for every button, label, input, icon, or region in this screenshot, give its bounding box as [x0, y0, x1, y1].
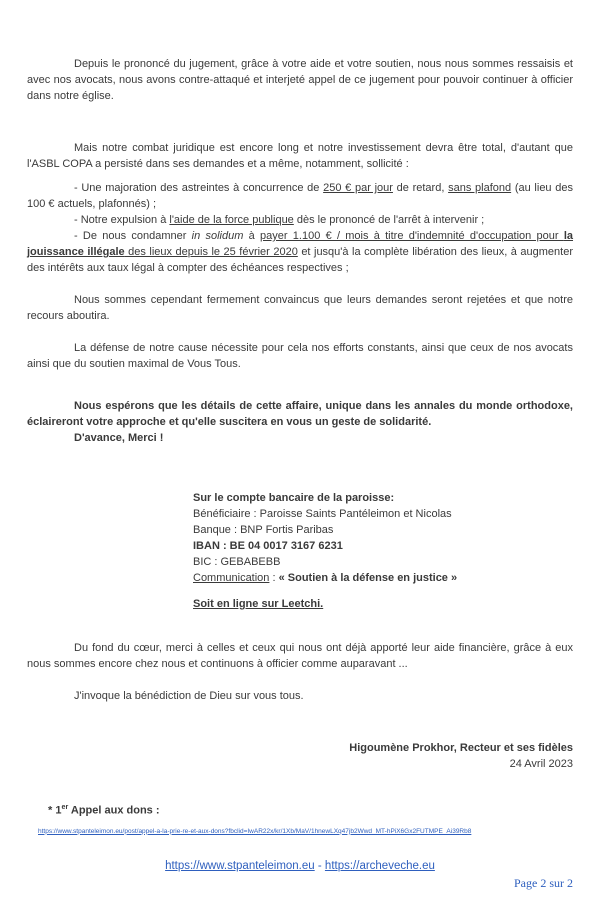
text-run: - De nous condamner [74, 230, 192, 242]
para-defense: La défense de notre cause nécessite pour cela nos efforts constants, ainsi que ceux de nos avocats ainsi que du soutien maximal de Vous Tous. [27, 342, 573, 370]
text-run: de retard, [392, 182, 449, 194]
para-opening [27, 56, 573, 104]
text-run: la jouissance illégale [27, 230, 574, 258]
text-run: : [269, 572, 279, 584]
text-run: l'aide de la force publique [169, 214, 294, 226]
bank-communication [193, 570, 573, 586]
bullet-condamner [27, 228, 573, 276]
para-combat [27, 140, 573, 172]
para-invoque: J'invoque la bénédiction de Dieu sur vous tous. [74, 690, 304, 702]
text-run: « Soutien à la défense en justice » [278, 572, 458, 584]
text-run: dès le prononcé de l'arrêt à intervenir ; [293, 214, 485, 226]
bank-banque: Banque : BNP Fortis Paribas [193, 524, 334, 536]
footnote [38, 800, 573, 837]
text-run: Mais notre combat juridique est encore long et notre investissement devra être total, d'autant que l'ASBL COPA a persisté dans ses demandes et a même, notamment, sollicité : [27, 142, 573, 170]
text-run: - Une majoration des astreintes à concurrence de [74, 182, 324, 194]
date: 24 Avril 2023 [509, 758, 573, 770]
link[interactable]: https://archeveche.eu [324, 860, 435, 872]
text-run: Communication [193, 572, 270, 584]
para-coeur: Du fond du cœur, merci à celles et ceux qui nous ont déjà apporté leur aide financière, grâce à eux nous sommes encore chez nous et continuons à officier comme auparavant ... [27, 642, 573, 670]
text-run: Depuis le prononcé du jugement, grâce à votre aide et votre soutien, nous nous sommes ressaisis et avec nos avocats, nous avons contre-attaqué et interjeté appel de ce jugement pour pouvoir continuer à officier dans notre église. [27, 58, 573, 102]
bank-beneficiaire: Bénéficiaire : Paroisse Saints Pantéleimon et Nicolas [193, 508, 452, 520]
footnote-url-link[interactable]: https://www.stpanteleimon.eu/post/appel-a-la-prie-re-et-aux-dons?fbclid=IwAR22x/kr/1Xb/MaV/1hnewLXq47jb2Wwd_MT-hPiX6Gx2FUTMPE_Ai39Rb8 [38, 827, 472, 835]
text-run: - [314, 860, 325, 872]
text-run: * 1 [48, 804, 62, 817]
letter-body [27, 56, 573, 772]
leetchi-link[interactable]: Soit en ligne sur Leetchi. [193, 598, 324, 610]
text-run: payer 1.100 € / mois à titre d'indemnité d'occupation pour [260, 230, 564, 242]
footnote-label [48, 800, 573, 818]
bank-heading: Sur le compte bancaire de la paroisse: [193, 492, 395, 504]
text-run: sans plafond [448, 182, 512, 194]
text-run: - Notre expulsion à [74, 214, 170, 226]
bank-iban: IBAN : BE 04 0017 3167 6231 [193, 540, 343, 552]
text-run: à [243, 230, 261, 242]
text-run: in solidum [191, 230, 244, 242]
text-run: Appel aux dons : [68, 804, 160, 817]
bank-details [193, 490, 573, 612]
bullet-majoration [27, 180, 573, 212]
text-run: des lieux depuis le 25 février 2020 [124, 246, 298, 258]
para-espoir: Nous espérons que les détails de cette affaire, unique dans les annales du monde orthodoxe, éclaireront votre approche et qu'elle suscitera en vous un geste de solidarité. [27, 400, 573, 428]
text-run: 250 € par jour [323, 182, 393, 194]
text-run: et jusqu'à la complète libération des lieux, à augmenter des intérêts aux taux légal à compter des échéances respectives ; [27, 246, 573, 274]
para-convaincus: Nous sommes cependant fermement convaincus que leurs demandes seront rejetées et que notre recours aboutira. [27, 294, 573, 322]
para-merci: D'avance, Merci ! [74, 432, 164, 444]
bullet-expulsion [27, 212, 573, 228]
link[interactable]: https://www.stpanteleimon.eu [165, 860, 315, 872]
text-run: (au lieu des 100 € actuels, plafonnés) ; [27, 182, 573, 210]
footer-links [0, 858, 600, 874]
signature: Higoumène Prokhor, Recteur et ses fidèles [349, 742, 573, 754]
page-number: Page 2 sur 2 [514, 876, 573, 890]
bank-bic: BIC : GEBABEBB [193, 556, 281, 568]
text-run: er [61, 803, 69, 811]
